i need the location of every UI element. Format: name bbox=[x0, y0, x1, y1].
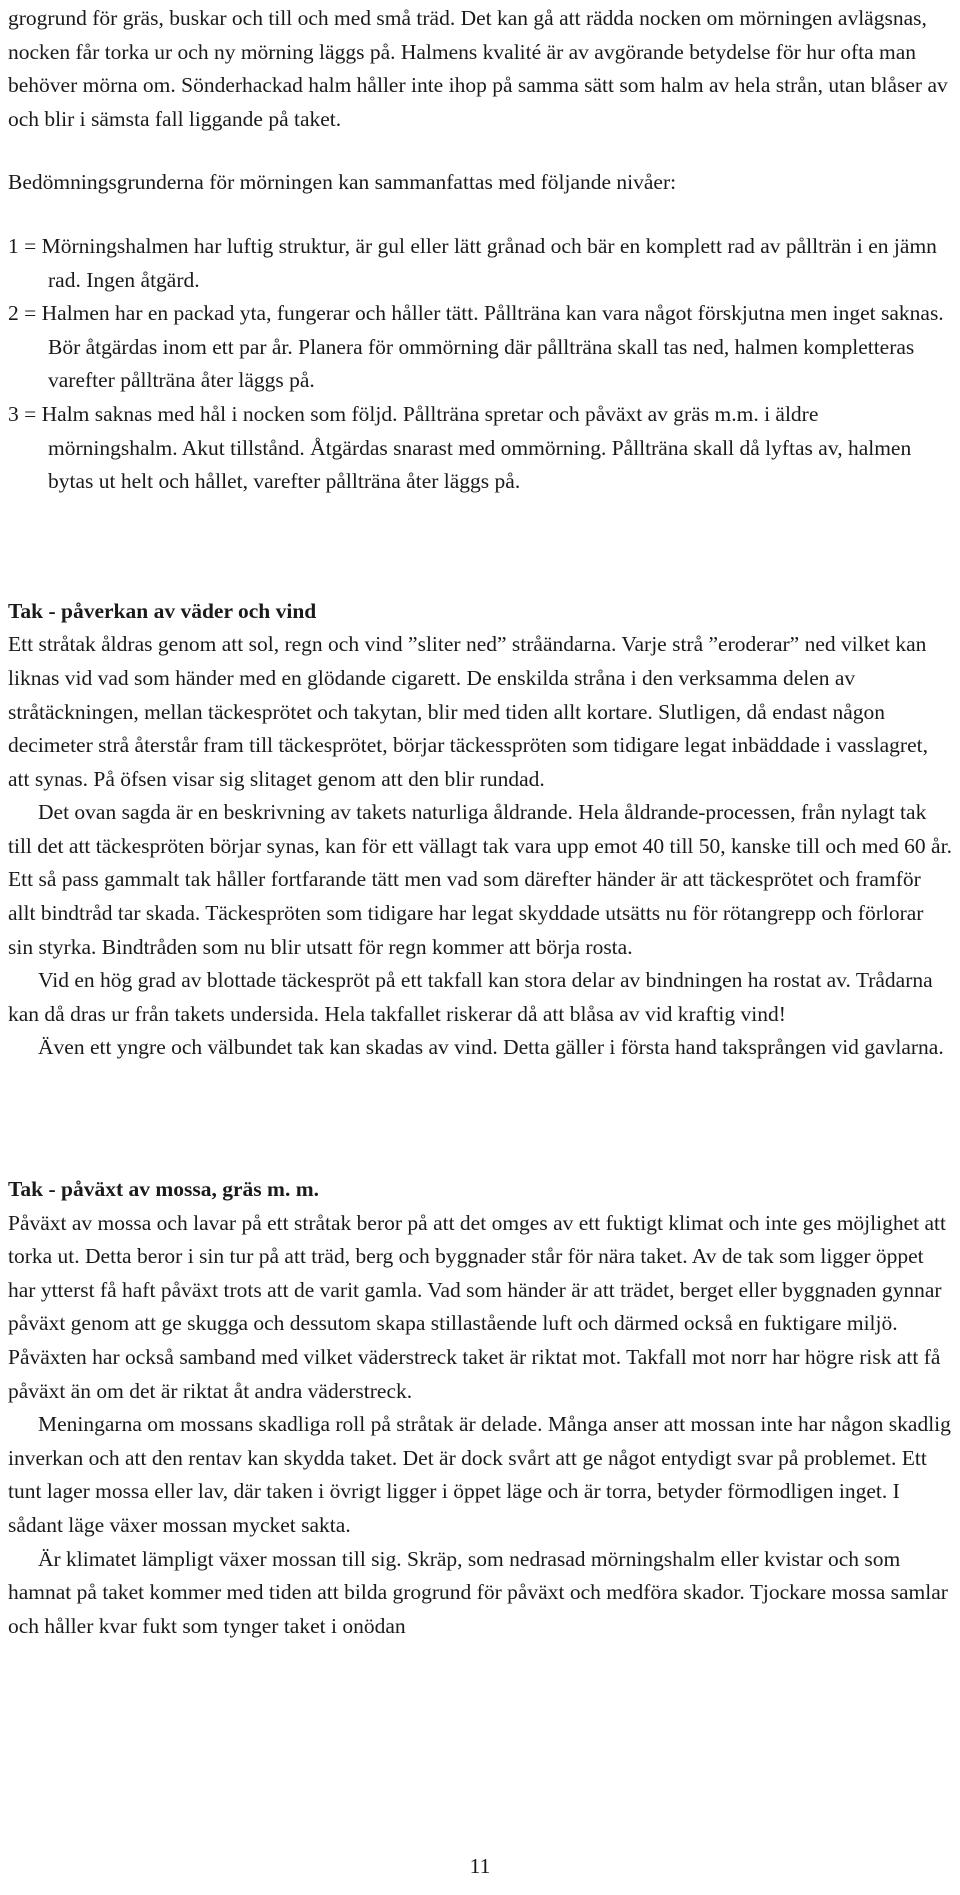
level-1-item: 1 = Mörningshalmen har luftig struktur, är gul eller lätt grånad och bär en komplett rad av pållträn i en jämn rad. Ingen åtgärd. bbox=[8, 233, 937, 292]
document-page bbox=[8, 0, 953, 1643]
weather-heading: Tak - påverkan av väder och vind bbox=[8, 598, 317, 623]
moss-paragraph-1: Påväxt av mossa och lavar på ett stråtak beror på att det omges av ett fuktigt klimat och inte ges möjlighet att torka ut. Detta beror i sin tur på att träd, berg och byggnader står för nära taket. Av de tak som ligger öppet har ytterst få haft påväxt trots att de varit gamla. Vad som händer är att trädet, berget eller byggnaden gynnar påväxt genom att ge skugga och dessutom skapa stillastående luft och därmed också en fuktigare miljö. Påväxten har också samband med vilket väderstreck taket är riktat mot. Takfall mot norr har högre risk att få påväxt än om det är riktat åt andra väderstreck. bbox=[8, 1210, 946, 1403]
page-number: 11 bbox=[469, 1854, 491, 1878]
weather-paragraph-2: Det ovan sagda är en beskrivning av takets naturliga åldrande. Hela åldrande-processen, från nylagt tak till det att täckespröten börjar synas, kan för ett vällagt tak vara upp emot 40 till 50, kanske till och med 60 år. Ett så pass gammalt tak håller fortfarande tätt men vad som därefter händer är att täckesprötet och framför allt bindtråd tar skada. Täckespröten som tidigare har legat skyddade utsätts nu för rötangrepp och förlorar sin styrka. Bindtråden som nu blir utsatt för regn kommer att börja rosta. bbox=[8, 800, 952, 959]
weather-paragraph-4: Även ett yngre och välbundet tak kan skadas av vind. Detta gäller i första hand taksprången vid gavlarna. bbox=[38, 1035, 944, 1060]
spacer bbox=[8, 136, 953, 166]
level-2-item: 2 = Halmen har en packad yta, fungerar och håller tätt. Pållträna kan vara något förskjutna men inget saknas. Bör åtgärdas inom ett par år. Planera för ommörning där pållträna skall tas ned, halmen kompletteras varefter pållträna åter läggs på. bbox=[8, 301, 944, 393]
moss-section bbox=[8, 1173, 953, 1643]
moss-paragraph-2: Meningarna om mossans skadliga roll på stråtak är delade. Många anser att mossan inte har någon skadlig inverkan och att den rentav kan skydda taket. Det är dock svårt att ge något entydigt svar på problemet. Ett tunt lager mossa eller lav, där taken i övrigt ligger i öppet läge och är torra, betyder förmodligen inget. I sådant läge växer mossan mycket sakta. bbox=[8, 1412, 951, 1537]
weather-section bbox=[8, 595, 953, 1065]
spacer bbox=[8, 499, 953, 595]
spacer bbox=[8, 1065, 953, 1173]
assessment-levels bbox=[8, 230, 953, 499]
weather-paragraph-3: Vid en hög grad av blottade täckespröt på ett takfall kan stora delar av bindningen ha rostat av. Trådarna kan då dras ur från takets undersida. Hela takfallet riskerar då att blåsa av vid kraftig vind! bbox=[8, 968, 933, 1026]
intro-paragraph: grogrund för gräs, buskar och till och med små träd. Det kan gå att rädda nocken om mörningen avlägsnas, nocken får torka ur och ny mörning läggs på. Halmens kvalité är av avgörande betydelse för hur ofta man behöver mörna om. Sönderhackad halm håller inte ihop på samma sätt som halm av hela strån, utan blåser av och blir i sämsta fall liggande på taket. bbox=[8, 6, 948, 131]
weather-paragraph-1: Ett stråtak åldras genom att sol, regn och vind ”sliter ned” stråändarna. Varje strå ”eroderar” ned vilket kan liknas vid vad som händer med en glödande cigarett. De enskilda stråna i den verksamma delen av stråtäckningen, mellan täckesprötet och takytan, blir med tiden allt kortare. Slutligen, då endast någon decimeter strå återstår fram till täckesprötet, börjar täckesspröten som tidigare legat inbäddade i vasslagret, att synas. På öfsen visar sig slitaget genom att den blir rundad. bbox=[8, 632, 928, 791]
spacer bbox=[8, 200, 953, 230]
moss-heading: Tak - påväxt av mossa, gräs m. m. bbox=[8, 1177, 319, 1202]
assessment-lead: Bedömningsgrunderna för mörningen kan sammanfattas med följande nivåer: bbox=[8, 170, 677, 195]
moss-paragraph-3: Är klimatet lämpligt växer mossan till sig. Skräp, som nedrasad mörningshalm eller kvistar och som hamnat på taket kommer med tiden att bilda grogrund för påväxt och medföra skador. Tjockare mossa samlar och håller kvar fukt som tynger taket i onödan bbox=[8, 1546, 948, 1638]
level-3-item: 3 = Halm saknas med hål i nocken som följd. Pållträna spretar och påväxt av gräs m.m. i äldre mörningshalm. Akut tillstånd. Åtgärdas snarast med ommörning. Pållträna skall då lyftas av, halmen bytas ut helt och hållet, varefter pållträna åter läggs på. bbox=[8, 401, 912, 494]
